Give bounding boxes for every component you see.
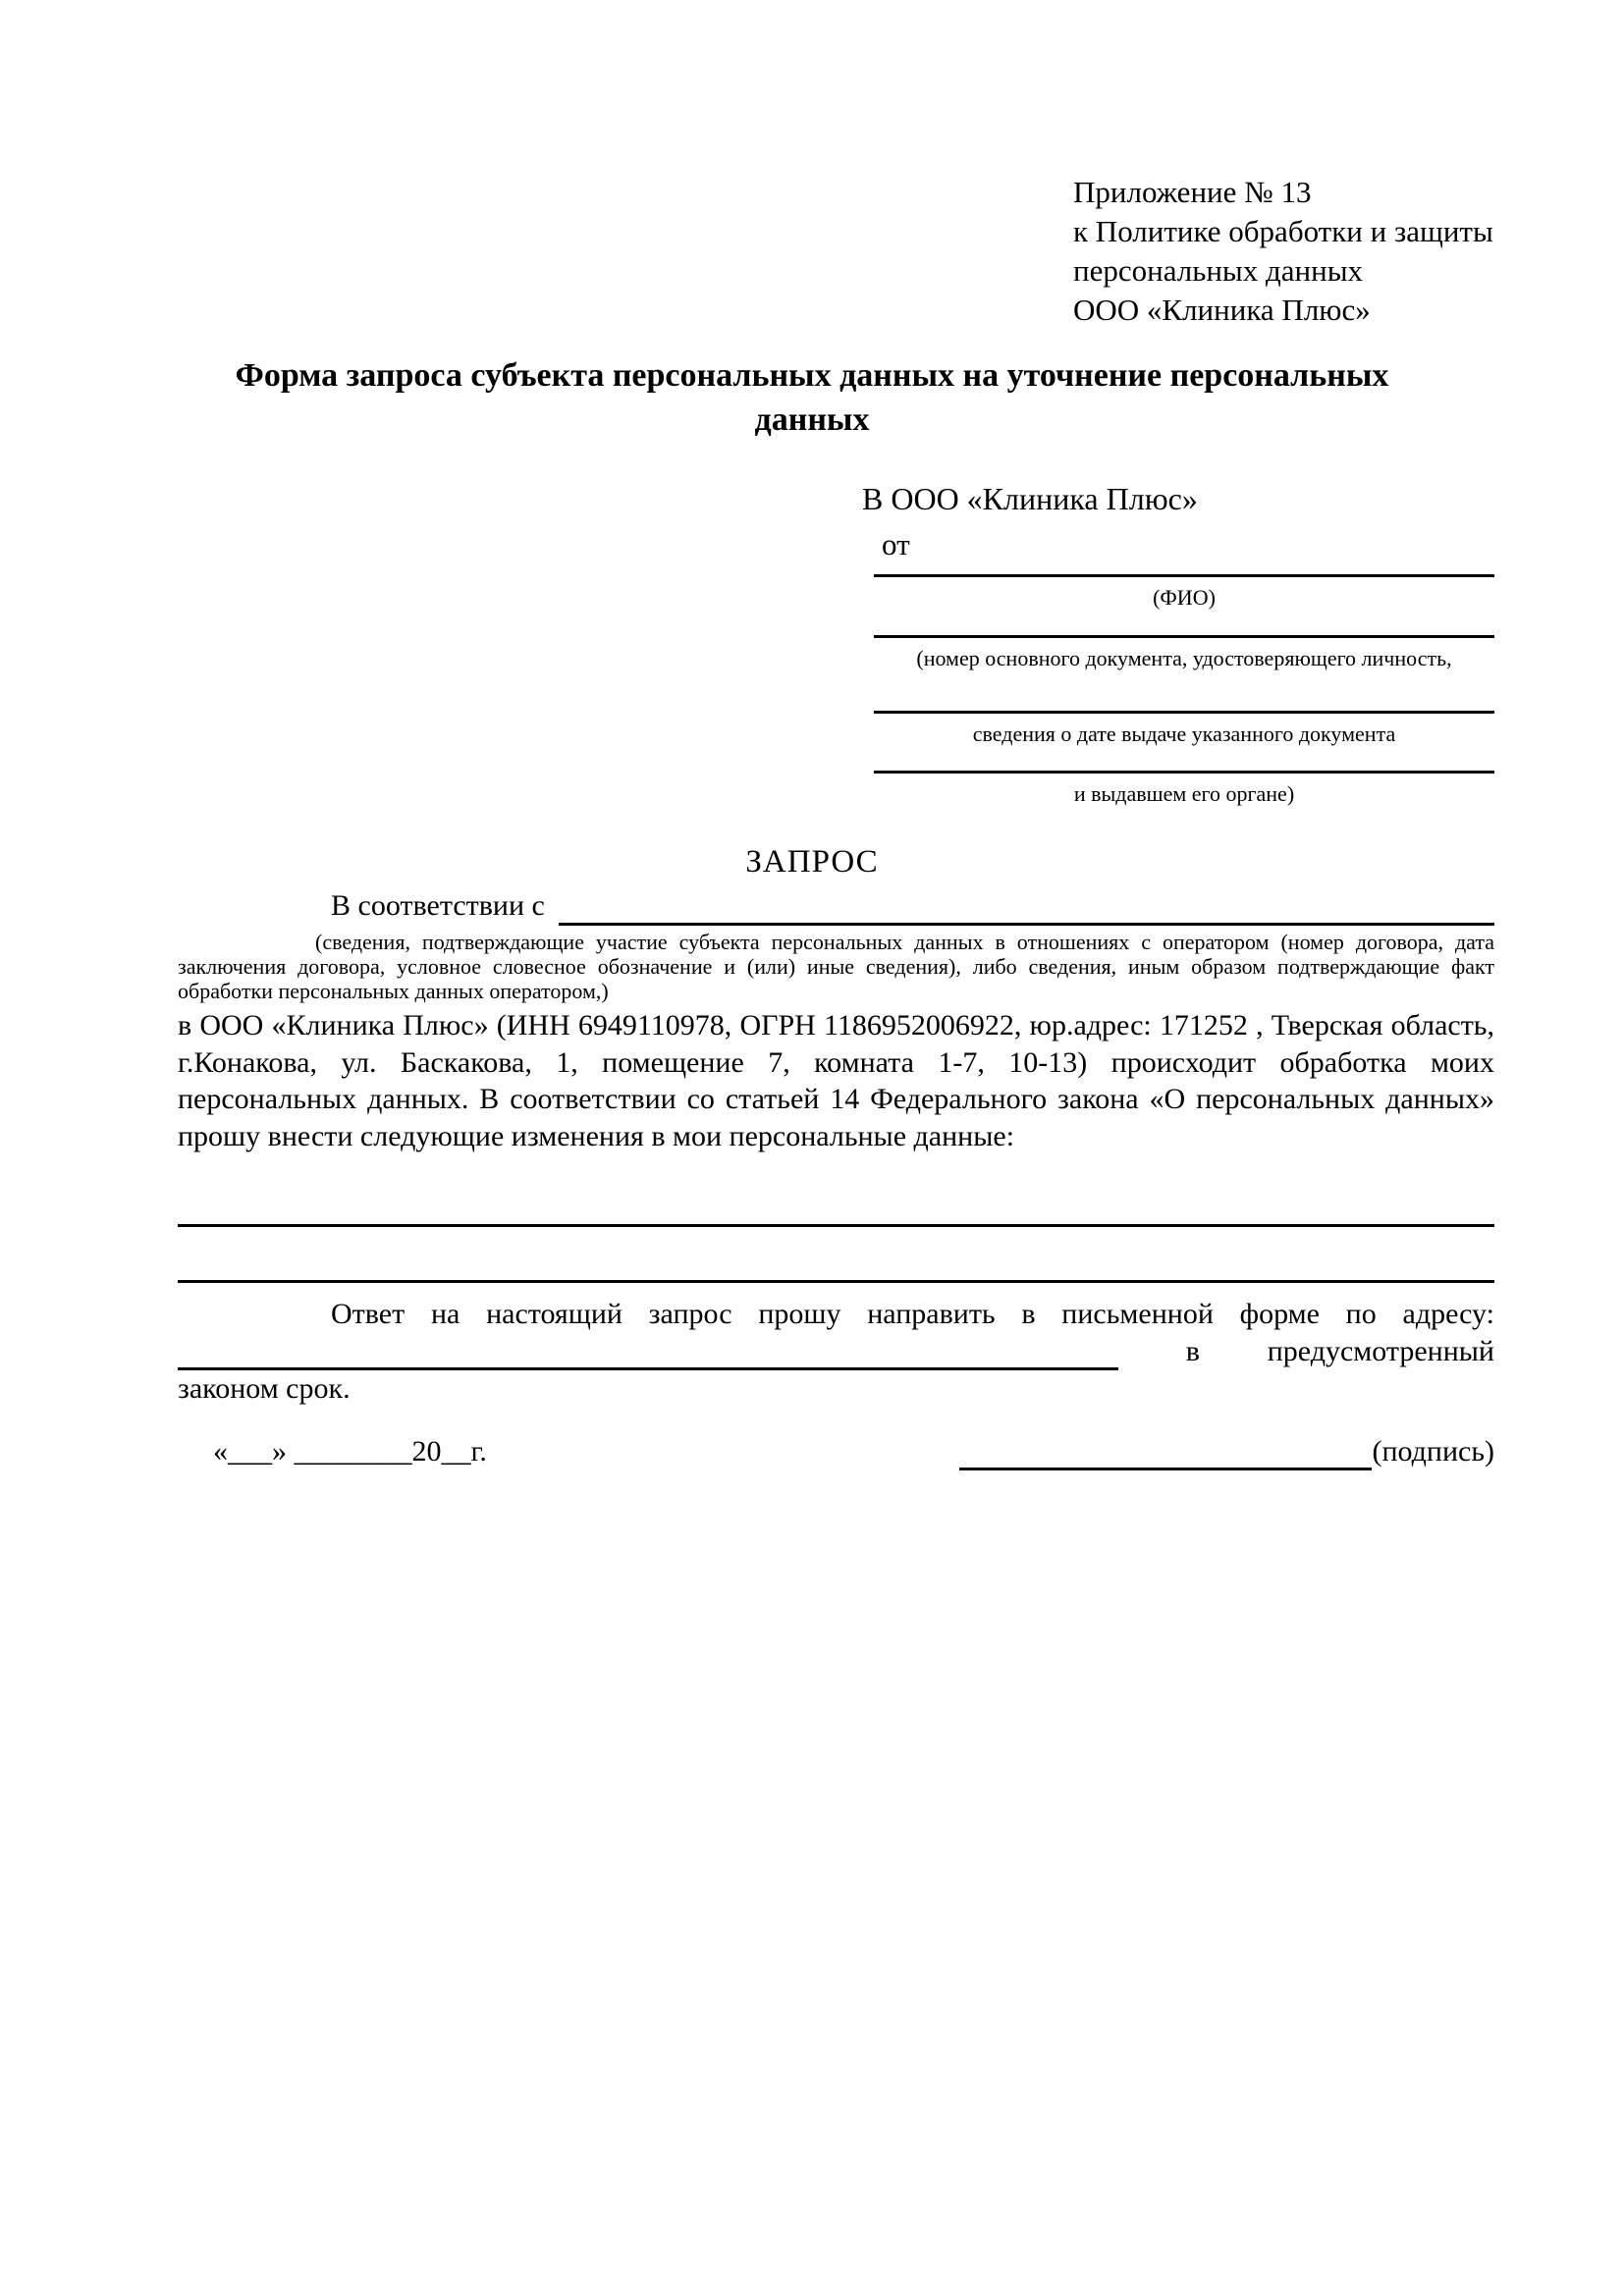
- request-heading: ЗАПРОС: [745, 844, 879, 880]
- intro-row: [178, 886, 1494, 926]
- issuing-authority-blank-line: [874, 771, 1494, 774]
- fio-caption: (ФИО): [1153, 585, 1216, 610]
- reply-paragraph: [178, 1296, 1494, 1408]
- addressee-from-label: от: [882, 527, 910, 561]
- reply-line-2: [178, 1333, 1494, 1370]
- changes-blank-line-1: [178, 1224, 1494, 1227]
- reply-word-term: предусмотренный: [1267, 1335, 1494, 1367]
- signature-row: [178, 1433, 1494, 1470]
- address-blank-line: [178, 1334, 1118, 1370]
- intro-blank-line: [559, 886, 1494, 926]
- issue-date-blank-line: [874, 711, 1494, 714]
- appendix-header: [1073, 173, 1493, 330]
- signature-blank-line: [959, 1434, 1372, 1470]
- issuing-authority-caption: и выдавшем его органе): [1073, 781, 1295, 806]
- changes-blank-line-2: [178, 1280, 1494, 1283]
- date-blank: «___» ________20__г.: [213, 1435, 487, 1468]
- request-body: в ООО «Клиника Плюс» (ИНН 6949110978, ОГРН 1186952006922, юр.адрес: 171252 , Тверская область, г.Конакова, ул. Баскакова, 1, помещение 7, комната 1-7, 10-13) происходит обработка моих персональных данных. В соответствии со статьей 14 Федерального закона «О персональных данных» прошу внести следующие изменения в мои персональные данные:: [178, 1009, 1494, 1152]
- intro-note: (сведения, подтверждающие участие субъекта персональных данных в отношениях с оператором (номер договора, дата заключения договора, условное словесное обозначение и (или) иные сведения), либо сведения, иным образом подтверждающие факт обработки персональных данных оператором,): [178, 930, 1494, 1003]
- appendix-line: ООО «Клиника Плюс»: [1073, 293, 1371, 327]
- document-number-caption: (номер основного документа, удостоверяющего личность,: [916, 646, 1452, 670]
- intro-prefix: В соответствии с: [331, 889, 545, 922]
- document-number-blank-line: [874, 635, 1494, 638]
- reply-line-3: законом срок.: [178, 1372, 351, 1405]
- fio-blank-line: [874, 574, 1494, 577]
- appendix-line: Приложение № 13: [1073, 175, 1312, 209]
- reply-word-in: в: [1185, 1335, 1200, 1367]
- signature-caption: (подпись): [1372, 1435, 1494, 1468]
- appendix-line: к Политике обработки и защиты: [1073, 214, 1493, 248]
- page-title: [0, 353, 1624, 442]
- reply-line-1: Ответ на настоящий запрос прошу направить в письменной форме по адресу:: [331, 1298, 1494, 1330]
- issue-date-caption: сведения о дате выдаче указанного документа: [972, 721, 1396, 746]
- signature-area: [959, 1433, 1494, 1470]
- addressee-to: В ООО «Клиника Плюс»: [862, 481, 1198, 516]
- appendix-line: персональных данных: [1073, 253, 1364, 288]
- page-title-text: Форма запроса субъекта персональных данных на уточнение персональных данных: [235, 357, 1389, 438]
